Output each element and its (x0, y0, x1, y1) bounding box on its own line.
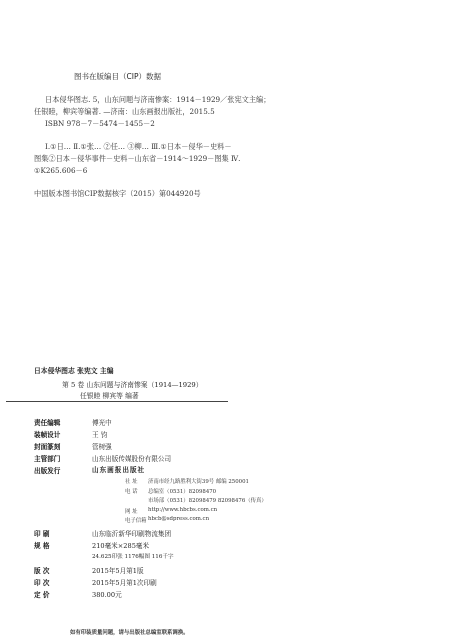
edition-value: 2015年5月第1版 (92, 567, 144, 575)
calligraphy-value: 管树强 (92, 443, 112, 451)
phone-value-1: 总编室（0531）82098470 (148, 489, 217, 495)
cip-isbn: ISBN 978－7－5474－1455－2 (45, 119, 155, 128)
web-label: 网 址 (125, 509, 138, 515)
printer-label: 印 刷 (34, 530, 50, 538)
authority-value: 山东出版传媒股份有限公司 (92, 455, 172, 463)
design-label: 装帧设计 (34, 431, 61, 439)
cip-heading: 图书在版编目（CIP）数据 (74, 72, 161, 81)
cip-number: 中国版本图书馆CIP数据核字（2015）第044920号 (34, 189, 201, 198)
web-value[interactable]: http://www.hbcbs.com.cn (148, 507, 218, 513)
spec-value-2: 24.625印张 1176幅图 116千字 (92, 554, 174, 560)
cip-entry-line2: 任银睦，柳宾等编著. —济南：山东画报出版社，2015.5 (34, 107, 215, 116)
edition-label: 版 次 (34, 567, 50, 575)
printer-value: 山东临沂新华印刷物流集团 (92, 530, 172, 538)
editor-value: 傅光中 (92, 419, 112, 427)
phone-label: 电 话 (125, 489, 138, 495)
cip-classification-line3: ①K265.606－6 (34, 166, 88, 175)
cip-classification-line1: Ⅰ.①日… Ⅱ.①张… ②任… ③柳… Ⅲ.①日本－侵华－史料－ (45, 142, 232, 151)
calligraphy-label: 封面篆刻 (34, 443, 61, 451)
authority-label: 主管部门 (34, 455, 61, 463)
quality-notice: 如有印装质量问题，请与出版社总编室联系调换。 (70, 630, 189, 636)
editor-label: 责任编辑 (34, 419, 61, 427)
cip-classification-line2: 图集②日本－侵华事件－史料－山东省－1914～1929－图集 Ⅳ. (34, 154, 241, 163)
email-label: 电子信箱 (125, 518, 147, 524)
spec-label: 规 格 (34, 542, 50, 550)
volume-title: 第 5 卷 山东问题与济南惨案（1914—1929） (62, 381, 203, 389)
print-label: 印 次 (34, 579, 50, 587)
email-value[interactable]: hbcb@sdpress.com.cn (148, 516, 210, 522)
address-value: 济南市经九路胜利大街39号 邮编 250001 (148, 479, 249, 485)
publisher-value: 山东画报出版社 (92, 466, 146, 474)
price-label: 定 价 (34, 591, 50, 599)
design-value: 王 钧 (92, 431, 108, 439)
spec-value-1: 210毫米×285毫米 (92, 542, 150, 550)
divider (6, 401, 228, 402)
volume-authors: 任银睦 柳宾等 编著 (80, 392, 139, 400)
publisher-label: 出版发行 (34, 467, 61, 475)
price-value: 380.00元 (92, 591, 122, 599)
phone-value-2: 市场部（0531）82098479 82098476（传真） (148, 498, 267, 504)
cip-entry-line1: 日本侵华图志. 5，山东问题与济南惨案：1914－1929／张宪文主编； (45, 95, 271, 104)
address-label: 社 址 (125, 479, 138, 485)
print-value: 2015年5月第1次印刷 (92, 579, 157, 587)
series-title: 日本侵华图志 张宪文 主编 (34, 367, 114, 375)
